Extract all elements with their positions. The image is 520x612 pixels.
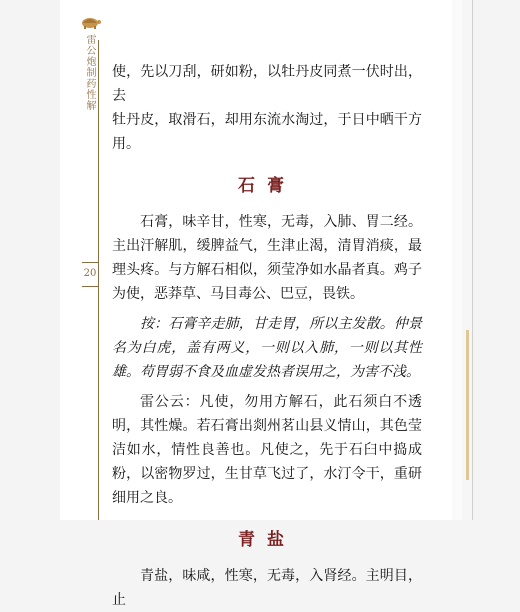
running-title: 雷公炮制药性解: [84, 34, 95, 111]
paragraph: 石膏，味辛甘，性寒，无毒，入肺、胃二经。主出汗解肌，缓脾益气，生津止渴，清胃消痰，最理头疼。与方解石相似，须莹净如水晶者真。鸡子为使，恶莽草、马目毒公、巴豆，畏铁。: [112, 214, 422, 302]
section-heading: 石膏: [238, 176, 296, 196]
section-heading: 青盐: [238, 530, 296, 550]
page-number: 20: [83, 268, 97, 279]
paragraph: 青盐，味咸，性寒，无毒，入肾经。主明目，止: [112, 568, 422, 608]
page-number-rule: [82, 262, 98, 263]
page-number-rule: [82, 286, 98, 287]
commentary-paragraph: 按：石膏辛走肺，甘走胃，所以主发散。仲景名为白虎，盖有两义，一则以入肺，一则以其性雄。苟胃弱不食及血虚发热者误用之，为害不浅。: [112, 316, 422, 380]
paragraph: 雷公云：凡使，勿用方解石，此石须白不透明，其性燥。若石膏出剡州茗山县义情山，其色莹洁如水，情性良善也。凡使之，先于石臼中捣成粉，以密物罗过，生甘草飞过了，水汀令干，重研细用之良。: [112, 394, 422, 506]
turtle-ornament-icon: [78, 14, 102, 30]
gilded-edge: [466, 330, 469, 480]
intro-line: 使，先以刀刮，研如粉，以牡丹皮同煮一伏时出，去: [112, 64, 422, 104]
intro-line: 牡丹皮，取滑石，却用东流水淘过，于日中晒干方用。: [112, 112, 422, 152]
page-content: [112, 60, 422, 612]
margin-rule: [98, 40, 99, 520]
